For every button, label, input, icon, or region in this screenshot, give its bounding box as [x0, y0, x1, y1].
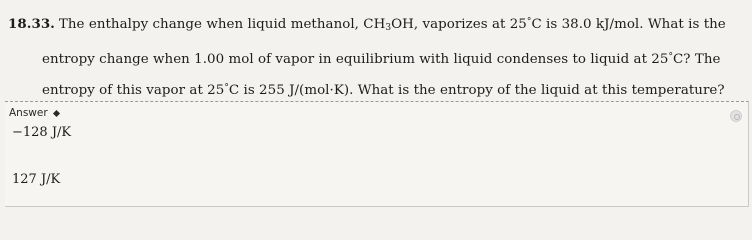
answer-header-label: Answer [9, 107, 48, 119]
problem-number: 18.33. [8, 16, 55, 32]
problem-text [8, 8, 744, 105]
answer-value-1: −128 J/K [12, 125, 72, 140]
circle-icon[interactable] [730, 110, 742, 122]
answer-value-2: 127 J/K [12, 172, 61, 187]
problem-line-3: entropy of this vapor at 25°C is 255 J/(mol·K). What is the entropy of the liquid at this temperature? [42, 83, 725, 98]
answer-box [5, 101, 749, 207]
problem-line-1: 18.33. The enthalpy change when liquid methanol, $CH_3OH$, vaporizes at 25°C is 38.0 kJ/mol. What is the [8, 16, 726, 33]
answer-toggle[interactable] [9, 107, 59, 119]
diamond-icon [53, 109, 60, 116]
problem-line-2: entropy change when 1.00 mol of vapor in equilibrium with liquid condenses to liquid at 25°C? The [42, 52, 721, 67]
